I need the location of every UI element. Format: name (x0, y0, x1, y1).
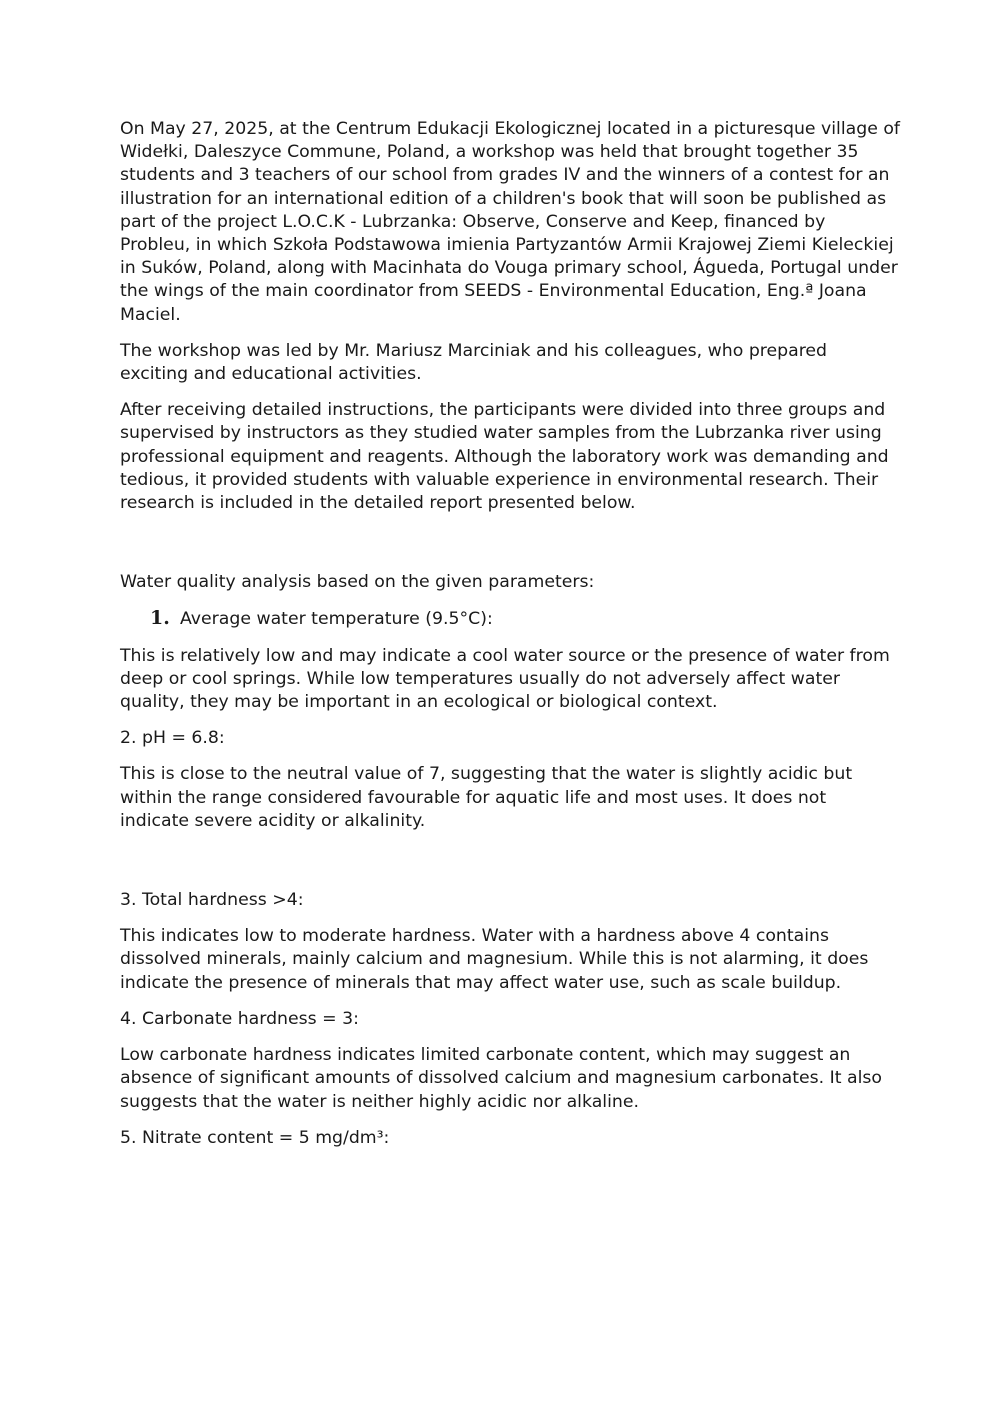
section-body-ph: This is close to the neutral value of 7, suggesting that the water is slightly acidic but within the range considered favourable for aquatic life and most uses. It does not indicate severe acidity or alkalinity. (120, 764, 853, 831)
section-title-total-hardness: 3. Total hardness >4: (120, 890, 304, 911)
list-number: 1. (150, 607, 170, 630)
analysis-heading: Water quality analysis based on the given parameters: (120, 572, 595, 593)
intro-paragraph: On May 27, 2025, at the Centrum Edukacji Ekologicznej located in a picturesque village of Widełki, Daleszyce Commune, Poland, a workshop was held that brought together 35 students and 3 teachers of our school from grades IV and the winners of a contest for an illustration for an international edition of a children's book that will soon be published as part of the project L.O.C.K - Lubrzanka: Observe, Conserve and Keep, financed by Probleu, in which Szkoła Podstawowa imienia Partyzantów Armii Krajowej Ziemi Kieleckiej in Suków, Poland, along with Macinhata do Vouga primary school, Águeda, Portugal under the wings of the main coordinator from SEEDS - Environmental Education, Eng.ª Joana Maciel. (120, 119, 900, 325)
numbered-list-item (120, 607, 900, 631)
section-title-nitrate: 5. Nitrate content = 5 mg/dm³: (120, 1127, 390, 1148)
section-body-temperature: This is relatively low and may indicate a cool water source or the presence of water from deep or cool springs. While low temperatures usually do not adversely affect water quality, they may be important in an ecological or biological context. (120, 645, 890, 713)
section-body-total-hardness: This indicates low to moderate hardness. Water with a hardness above 4 contains dissolved minerals, mainly calcium and magnesium. While this is not alarming, it does indicate the presence of minerals that may affect water use, such as scale buildup. (120, 926, 869, 993)
blank-space (120, 515, 900, 571)
instructions-paragraph: After receiving detailed instructions, the participants were divided into three groups and supervised by instructors as they studied water samples from the Lubrzanka river using professional equipment and reagents. Although the laboratory work was demanding and tedious, it provided students with valuable experience in environmental research. Their research is included in the detailed report presented below. (120, 400, 889, 514)
document-body (120, 118, 900, 1163)
section-body-carbonate-hardness: Low carbonate hardness indicates limited carbonate content, which may suggest an absence of significant amounts of dissolved calcium and magnesium carbonates. It also suggests that the water is neither highly acidic nor alkaline. (120, 1045, 883, 1112)
blank-space (120, 846, 900, 889)
section-title-ph: 2. pH = 6.8: (120, 728, 225, 749)
workshop-paragraph: The workshop was led by Mr. Mariusz Marciniak and his colleagues, who prepared exciting and educational activities. (120, 340, 828, 385)
section-title-carbonate-hardness: 4. Carbonate hardness = 3: (120, 1008, 359, 1029)
section-title-temperature: Average water temperature (9.5°C): (180, 609, 493, 630)
